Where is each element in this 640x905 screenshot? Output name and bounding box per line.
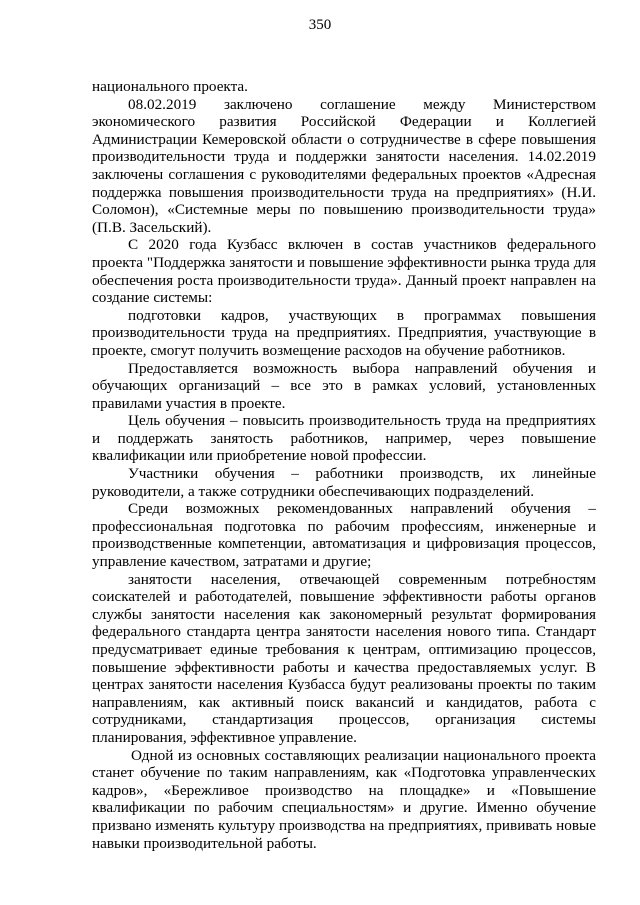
- paragraph-continuation: национального проекта.: [92, 78, 248, 95]
- paragraph-participants: Участники обучения – работники производств, их линейные руководители, а также сотрудники обеспечивающих подразделений.: [92, 465, 596, 500]
- paragraph-federal-project: С 2020 года Кузбасс включен в состав участников федерального проекта "Поддержка занятости и повышение эффективности рынка труда для обеспечения роста производительности труда». Данный проект направлен на создание системы:: [92, 236, 596, 307]
- paragraph-conclusion: Одной из основных составляющих реализации национального проекта станет обучение по таким направлениям, как «Подготовка управленческих кадров», «Бережливое производство на площадке» и «Повышение квалификации по рабочим специальностям» и другие. Именно обучение призвано изменять культуру производства на предприятиях, прививать новые навыки производительной работы.: [92, 746, 596, 852]
- document-body: [92, 78, 596, 852]
- paragraph-agreements: 08.02.2019 заключено соглашение между Министерством экономического развития Российской Федерации и Коллегией Администрации Кемеровской области о сотрудничестве в сфере повышения производительности труда и поддержки занятости населения. 14.02.2019 заключены соглашения с руководителями федеральных проектов «Адресная поддержка повышения производительности труда на предприятиях» (Н.И. Соломон), «Системные меры по повышению производительности труда» (П.В. Засельский).: [92, 95, 596, 236]
- paragraph-directions: Среди возможных рекомендованных направлений обучения – профессиональная подготовка по рабочим профессиям, инженерные и производственные компетенции, автоматизация и цифровизация процессов, управление качеством, затратами и другие;: [92, 500, 596, 571]
- page-number: 350: [308, 17, 332, 33]
- paragraph-goal: Цель обучения – повысить производительность труда на предприятиях и поддержать занятость работников, например, через повышение квалификации или приобретение новой профессии.: [92, 412, 596, 465]
- paragraph-choice: Предоставляется возможность выбора направлений обучения и обучающих организаций – все это в рамках условий, установленных правилами участия в проекте.: [92, 359, 596, 412]
- paragraph-training-staff: подготовки кадров, участвующих в программах повышения производительности труда на предприятиях. Предприятия, участвующие в проекте, смогут получить возмещение расходов на обучение работников.: [92, 306, 596, 359]
- paragraph-employment: занятости населения, отвечающей современным потребностям соискателей и работодателей, повышение эффективности работы органов службы занятости населения как закономерный результат формирования федерального стандарта центра занятости населения нового типа. Стандарт предусматривает единые требования к центрам, оптимизацию процессов, повышение эффективности работы и качества предоставляемых услуг. В центрах занятости населения Кузбасса будут реализованы проекты по таким направлениям, как активный поиск вакансий и кандидатов, работа с сотрудниками, стандартизация процессов, организация системы планирования, эффективное управление.: [92, 570, 596, 746]
